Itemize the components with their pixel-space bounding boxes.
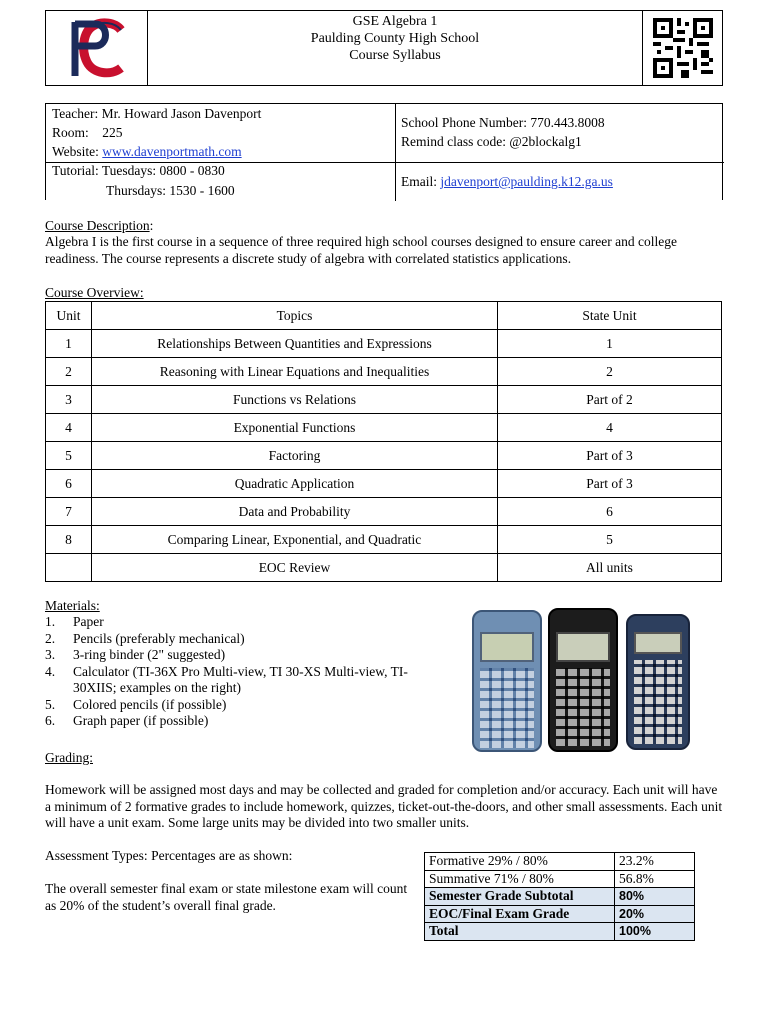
table-cell: 1 [498,330,722,358]
grade-category: EOC/Final Exam Grade [425,905,615,923]
calculator-examples-image [470,608,716,756]
table-cell: 5 [46,442,92,470]
table-cell: 4 [46,414,92,442]
remind-row [401,132,582,151]
list-number: 6. [45,713,56,728]
contact-info-table [45,103,723,200]
room-row [52,123,123,142]
list-number: 4. [45,663,56,679]
grade-percentage: 20% [615,905,695,923]
calculator-icon [472,610,542,752]
table-row [425,853,695,871]
tutorial-label: Tutorial: [52,163,99,178]
tutorial-row [52,161,225,180]
table-row [46,358,722,386]
grading-text: Homework will be assigned most days and may be collected and graded for completion and/or accuracy. Each unit will have a minimum of 2 formative grades to include homework, quizzes, ticket-out-the-doors, and other small assessments. Each unit will have a unit exam. Some large units may be divided into two smaller units. [45,782,723,830]
assessment-label: Assessment Types: [45,848,148,863]
list-text: Colored pencils (if possible) [73,696,227,712]
table-cell: 4 [498,414,722,442]
table-row [425,905,695,923]
email-link[interactable]: jdavenport@paulding.k12.ga.us [440,174,613,189]
table-cell: 6 [46,470,92,498]
table-cell [46,554,92,582]
school-logo [46,11,148,85]
email-label: Email: [401,174,437,189]
list-text: Paper [73,614,104,629]
list-item [45,647,415,664]
course-overview-heading: Course Overview: [45,285,144,300]
table-row [46,386,722,414]
phone-label: School Phone Number: [401,115,527,130]
table-row [46,526,722,554]
course-description-text: Algebra I is the first course in a sequence of three required high school courses designed to ensure career and college readiness. The course represents a discrete study of algebra with correlated statistics applications. [45,234,678,266]
table-cell: Part of 3 [498,442,722,470]
qr-code [642,11,722,85]
column-header: Topics [92,302,498,330]
grade-category: Formative 29% / 80% [425,853,615,871]
column-header: State Unit [498,302,722,330]
course-description-heading [45,218,725,235]
table-cell: 7 [46,498,92,526]
table-cell: Data and Probability [92,498,498,526]
list-text: Calculator (TI-36X Pro Multi-view, TI 30-XS Multi-view, TI-30XIIS; examples on the right) [73,663,408,695]
remind-code: @2blockalg1 [509,134,582,149]
column-header: Unit [46,302,92,330]
header-box [45,10,723,86]
table-cell: Quadratic Application [92,470,498,498]
assessment-types-line [45,848,405,865]
table-cell: Reasoning with Linear Equations and Inequalities [92,358,498,386]
table-cell: All units [498,554,722,582]
grade-category: Summative 71% / 80% [425,870,615,888]
header-title-block [148,11,642,85]
materials-list [45,614,415,730]
table-cell: Factoring [92,442,498,470]
tutorial-tuesday: Tuesdays: 0800 - 0830 [101,163,225,178]
grade-category: Total [425,923,615,941]
table-row [46,470,722,498]
divider [395,104,396,201]
table-cell: 5 [498,526,722,554]
grading-heading: Grading: [45,750,93,765]
list-text: Graph paper (if possible) [73,713,209,728]
teacher-label: Teacher: [52,106,99,121]
list-number: 1. [45,614,56,629]
school-name: Paulding County High School [310,31,480,46]
list-item [45,664,415,697]
course-title: GSE Algebra 1 [352,14,438,29]
table-row [425,870,695,888]
course-overview-table [45,301,722,582]
pc-logo-icon [65,16,129,80]
list-item [45,713,415,730]
list-number: 2. [45,630,56,646]
teacher-name: Mr. Howard Jason Davenport [101,106,262,121]
table-cell: 3 [46,386,92,414]
grade-percentage: 56.8% [615,870,695,888]
grade-weights-table [424,852,695,941]
room-label: Room: [52,125,89,140]
list-text: Pencils (preferably mechanical) [73,630,245,646]
grade-percentage: 100% [615,923,695,941]
heading-colon: : [149,218,154,233]
website-row [52,142,242,161]
grade-percentage: 23.2% [615,853,695,871]
materials-heading: Materials: [45,598,100,613]
website-link[interactable]: www.davenportmath.com [102,144,242,159]
table-header-row [46,302,722,330]
table-row [425,923,695,941]
table-cell: 2 [46,358,92,386]
table-cell: Functions vs Relations [92,386,498,414]
table-row [46,330,722,358]
calculator-icon [626,614,690,750]
list-item [45,614,415,631]
table-cell: Relationships Between Quantities and Expressions [92,330,498,358]
table-cell: 8 [46,526,92,554]
table-row [46,498,722,526]
list-item [45,697,415,714]
table-cell: 1 [46,330,92,358]
grade-percentage: 80% [615,888,695,906]
document-type: Course Syllabus [349,48,441,63]
phone-number: 770.443.8008 [530,115,605,130]
table-cell: Exponential Functions [92,414,498,442]
table-cell: 2 [498,358,722,386]
section-heading: Course Description [45,218,150,233]
table-row [46,414,722,442]
teacher-row [52,104,261,123]
tutorial-thursday: Thursdays: 1530 - 1600 [106,183,235,198]
table-row [425,888,695,906]
table-cell: 6 [498,498,722,526]
website-label: Website: [52,144,99,159]
list-text: 3-ring binder (2" suggested) [73,647,226,662]
qr-code-icon [653,17,713,79]
table-cell: Part of 2 [498,386,722,414]
final-exam-text: The overall semester final exam or state milestone exam will count as 20% of the student’s overall final grade. [45,881,408,913]
table-row [46,554,722,582]
email-row [401,172,613,191]
list-number: 5. [45,696,56,712]
list-number: 3. [45,647,56,662]
table-cell: EOC Review [92,554,498,582]
table-cell: Part of 3 [498,470,722,498]
calculator-icon [548,608,618,752]
remind-label: Remind class code: [401,134,506,149]
table-cell: Comparing Linear, Exponential, and Quadratic [92,526,498,554]
phone-row [401,113,605,132]
list-item [45,631,415,648]
room-number: 225 [102,125,123,140]
assessment-label-text: Percentages are as shown: [151,848,293,863]
table-row [46,442,722,470]
grade-category: Semester Grade Subtotal [425,888,615,906]
